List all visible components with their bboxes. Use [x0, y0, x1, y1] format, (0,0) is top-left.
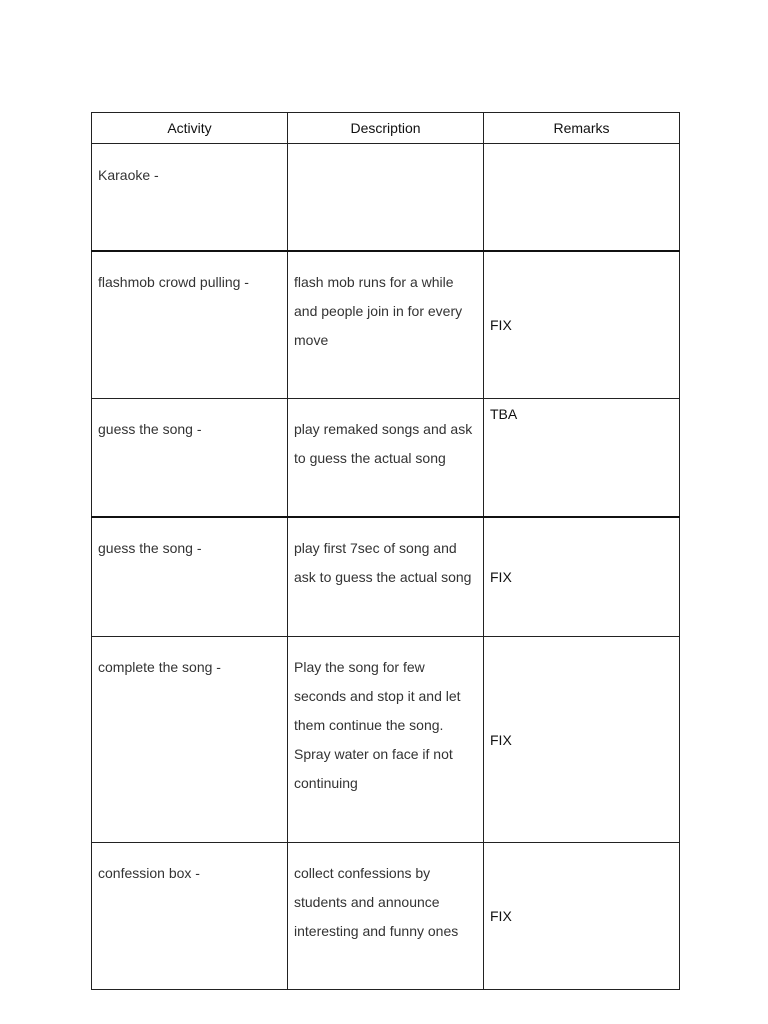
activity-cell: guess the song - — [92, 517, 288, 637]
table-row — [92, 144, 680, 252]
header-remarks: Remarks — [484, 113, 680, 144]
description-cell: play remaked songs and ask to guess the actual song — [288, 399, 484, 518]
activity-cell: flashmob crowd pulling - — [92, 251, 288, 399]
table-header-row — [92, 113, 680, 144]
description-cell — [288, 144, 484, 252]
description-cell: play first 7sec of song and ask to guess the actual song — [288, 517, 484, 637]
activity-cell: complete the song - — [92, 637, 288, 843]
table-row — [92, 399, 680, 518]
remarks-cell: FIX — [484, 637, 680, 843]
table-row — [92, 843, 680, 990]
header-description: Description — [288, 113, 484, 144]
remarks-cell: FIX — [484, 843, 680, 990]
table-row — [92, 637, 680, 843]
activity-cell: confession box - — [92, 843, 288, 990]
remarks-cell: FIX — [484, 251, 680, 399]
remarks-cell — [484, 144, 680, 252]
header-activity: Activity — [92, 113, 288, 144]
activities-table — [91, 112, 680, 990]
remarks-cell: FIX — [484, 517, 680, 637]
remarks-cell: TBA — [484, 399, 680, 518]
table-row — [92, 251, 680, 399]
description-cell: collect confessions by students and announce interesting and funny ones — [288, 843, 484, 990]
activity-cell: guess the song - — [92, 399, 288, 518]
table-row — [92, 517, 680, 637]
activity-cell: Karaoke - — [92, 144, 288, 252]
description-cell: Play the song for few seconds and stop it and let them continue the song. Spray water on face if not continuing — [288, 637, 484, 843]
description-cell: flash mob runs for a while and people join in for every move — [288, 251, 484, 399]
